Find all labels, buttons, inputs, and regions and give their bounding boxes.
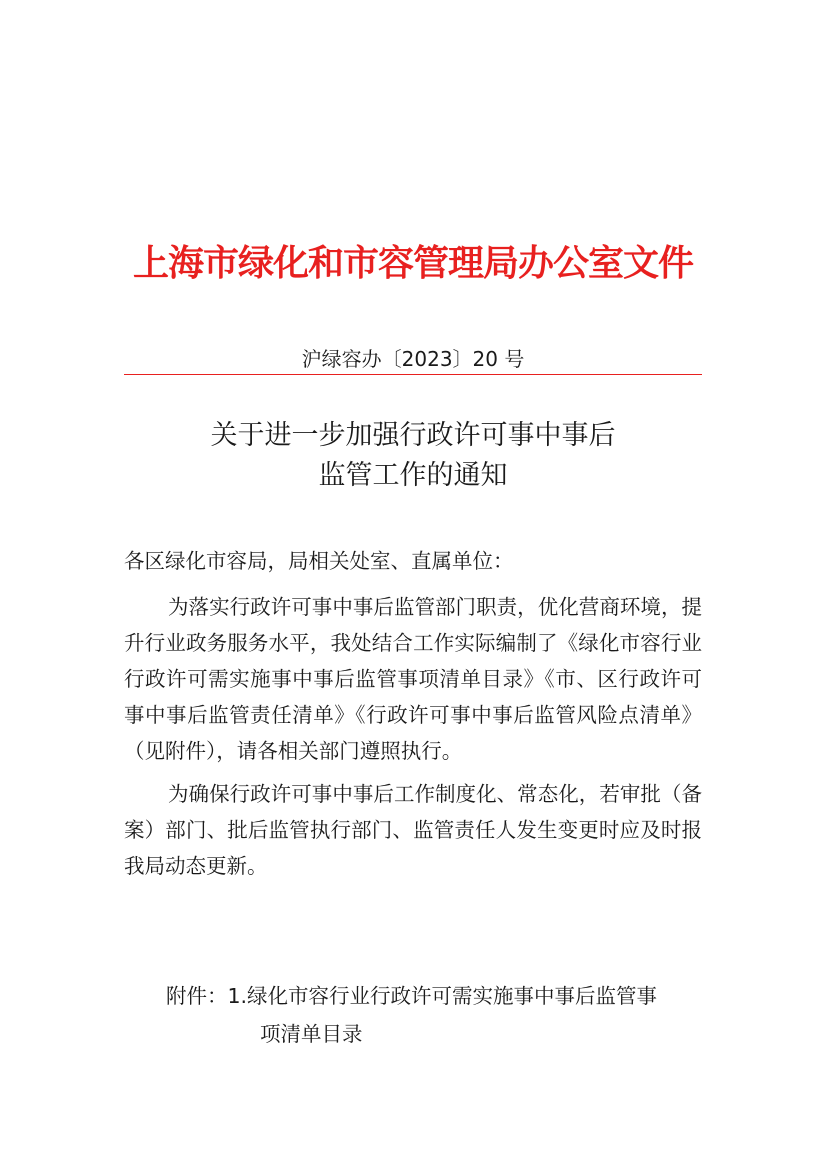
attachment-item-1-continuation: 项清单目录	[260, 1022, 363, 1046]
salutation: 各区绿化市容局，局相关处室、直属单位：	[124, 549, 514, 573]
notice-title-line-2: 监管工作的通知	[318, 460, 508, 491]
body-paragraph-2: 为确保行政许可事中事后工作制度化、常态化，若审批（备案）部门、批后监管执行部门、监管责任人发生变更时应及时报我局动态更新。	[124, 782, 702, 878]
attachment-label: 附件：	[166, 984, 228, 1008]
body-paragraph-1: 为落实行政许可事中事后监管部门职责，优化营商环境，提升行业政务服务水平，我处结合工作实际编制了《绿化市容行业行政许可需实施事中事后监管事项清单目录》《市、区行政许可事中事后监管责任清单》《行政许可事中事后监管风险点清单》（见附件），请各相关部门遵照执行。	[124, 595, 702, 763]
notice-title	[0, 416, 826, 496]
attachment-list	[166, 977, 706, 1053]
issuer-title: 上海市绿化和市容管理局办公室文件	[132, 243, 693, 284]
notice-body	[124, 543, 702, 884]
notice-title-line-1: 关于进一步加强行政许可事中事后	[210, 420, 616, 451]
attachment-item-1-text: 1.绿化市容行业行政许可需实施事中事后监管事	[227, 984, 658, 1008]
attachment-item	[166, 977, 706, 1015]
red-divider-line	[124, 374, 702, 375]
document-number: 沪绿容办〔2023〕20 号	[301, 347, 525, 371]
